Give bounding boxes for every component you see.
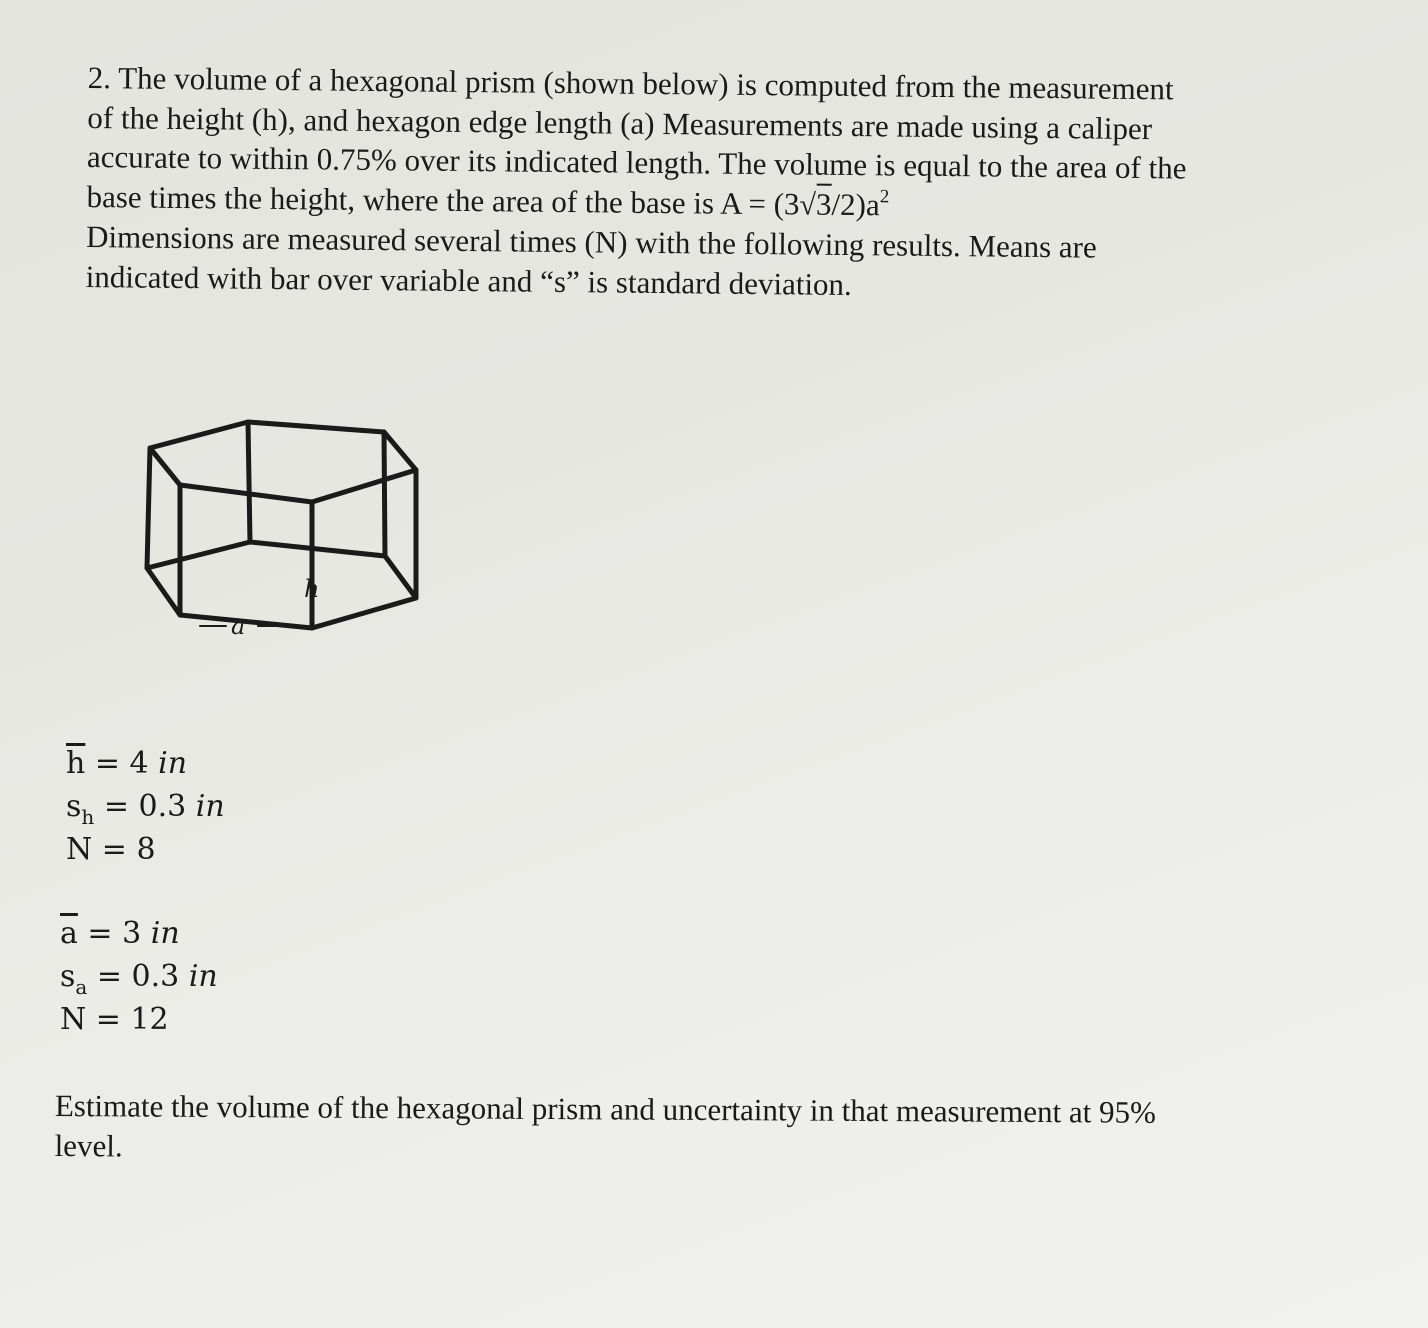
area-formula-exponent: 2 bbox=[879, 185, 890, 207]
height-sd-unit: in bbox=[195, 789, 225, 824]
area-formula-prefix: base times the height, where the area of the base is A = (3 bbox=[86, 178, 800, 221]
edge-sd-value: = 0.3 bbox=[87, 959, 189, 994]
problem-line-6: indicated with bar over variable and “s” is standard deviation. bbox=[85, 258, 852, 302]
prism-bottom-face bbox=[147, 542, 416, 628]
label-h: h bbox=[304, 575, 320, 603]
edge-n-line: N = 12 bbox=[60, 1002, 169, 1037]
edge-mean-unit: in bbox=[150, 916, 180, 951]
edge-sd-line bbox=[60, 955, 218, 998]
edge-mean-value: = 3 bbox=[77, 916, 151, 951]
height-mean-symbol: $\overline{h}$ bbox=[66, 746, 86, 781]
problem-statement bbox=[86, 58, 1378, 309]
hexagonal-prism-figure bbox=[130, 410, 440, 650]
prism-edge-1 bbox=[147, 448, 150, 568]
edge-sd-unit: in bbox=[188, 959, 218, 994]
area-formula-suffix: /2)a bbox=[831, 186, 880, 222]
edge-mean-line bbox=[60, 912, 218, 955]
problem-line-1: 2. The volume of a hexagonal prism (shown below) is computed from the measurement bbox=[87, 59, 1174, 107]
edge-statistics bbox=[60, 912, 218, 1041]
height-statistics bbox=[66, 742, 225, 871]
question-statement bbox=[55, 1086, 1395, 1174]
edge-mean-symbol: $\overline{a}$ bbox=[60, 916, 78, 951]
problem-line-5: Dimensions are measured several times (N) with the following results. Means are bbox=[85, 218, 1097, 265]
square-root-sign: √ bbox=[799, 187, 817, 222]
height-mean-unit: in bbox=[158, 746, 188, 781]
prism-edge-3 bbox=[384, 432, 385, 556]
problem-line-2: of the height (h), and hexagon edge length (a) Measurements are made using a caliper bbox=[87, 99, 1153, 146]
height-n-line: N = 8 bbox=[66, 832, 156, 867]
height-sd-subscript: h bbox=[81, 805, 95, 829]
question-line-2: level. bbox=[54, 1127, 123, 1164]
prism-edge-2 bbox=[248, 422, 250, 542]
question-line-1: Estimate the volume of the hexagonal prism and uncertainty in that measurement at 95% bbox=[54, 1088, 1156, 1130]
square-root-radicand: 3 bbox=[816, 183, 832, 221]
label-a: a bbox=[231, 612, 246, 640]
height-mean-line bbox=[66, 742, 225, 785]
height-sd-line bbox=[66, 785, 225, 828]
hexagonal-prism-diagram bbox=[130, 410, 440, 650]
edge-sd-subscript: a bbox=[75, 975, 88, 999]
height-sd-symbol: s bbox=[66, 789, 82, 824]
height-sd-value: = 0.3 bbox=[94, 789, 196, 824]
height-mean-value: = 4 bbox=[85, 746, 159, 781]
prism-top-face bbox=[150, 422, 416, 502]
edge-sd-symbol: s bbox=[60, 959, 76, 994]
problem-line-3: accurate to within 0.75% over its indicated length. The volume is equal to the area of the bbox=[86, 138, 1187, 186]
